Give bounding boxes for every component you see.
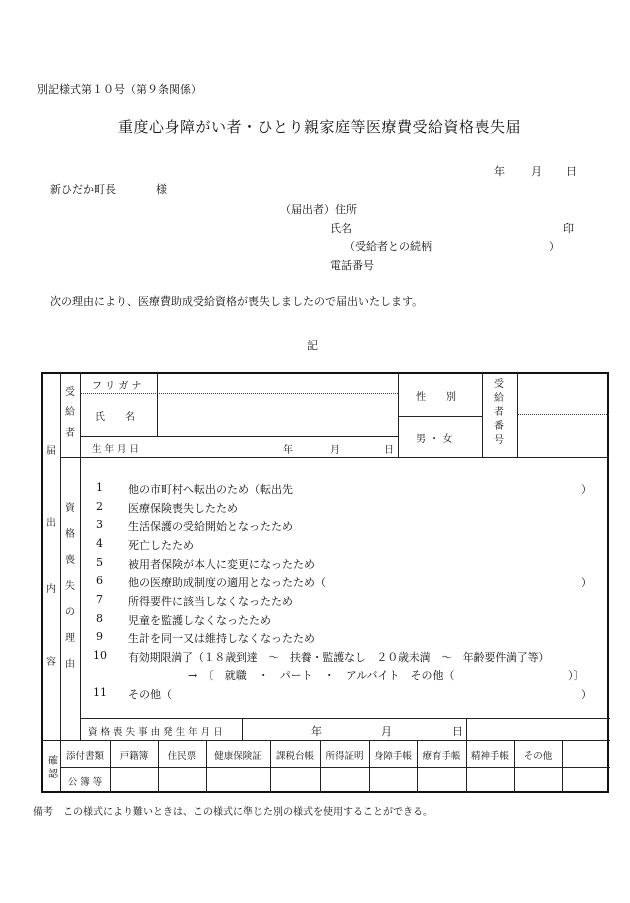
side-label-de: 出 (46, 518, 56, 529)
occurrence-year: 年 (311, 725, 322, 738)
attachment-other: その他 (523, 751, 553, 762)
side-label-todoke: 届 (46, 446, 56, 457)
attachment-disability-book: 身障手帳 (373, 751, 412, 762)
attachments-label: 添付書類 (65, 751, 104, 762)
attachment-insurance-card: 健康保険証 (214, 751, 262, 762)
form-number: 別記様式第１０号（第９条関係） (37, 83, 202, 96)
name-label: 氏 名 (95, 412, 135, 423)
reason-4-text: 死亡したため (128, 539, 194, 552)
attachment-koseki: 戸籍簿 (119, 751, 149, 762)
reason-8-num: 8 (96, 612, 103, 625)
applicant-name-label: 氏名 (330, 222, 352, 235)
reason-5-num: 5 (96, 556, 103, 569)
occurrence-day: 日 (452, 725, 463, 738)
reason-10-num: 10 (93, 649, 107, 662)
occurrence-date-label: 資 格 喪 失 事 由 発 生 年 月 日 (88, 727, 223, 738)
reason-6-close: ） (581, 576, 592, 589)
reason-10-text: 有効期限満了（１８歳到達 ～ 扶養・監護なし ２０歳未満 ～ 年齢要件満了等） (128, 651, 550, 664)
reason-2-num: 2 (96, 500, 103, 513)
recipient-office: 新ひだか町長 (50, 183, 116, 196)
reason-5-text: 被用者保険が本人に変更になったため (128, 558, 315, 571)
reason-2-text: 医療保険喪失したため (128, 502, 238, 515)
reason-8-text: 児童を監護しなくなったため (128, 614, 271, 627)
reason-11-close: ） (581, 688, 592, 701)
attachment-mental-book: 精神手帳 (470, 751, 509, 762)
attachment-income-cert: 所得証明 (325, 751, 364, 762)
occurrence-month: 月 (381, 725, 392, 738)
reason-10-sub-close: ）〕 (568, 669, 585, 682)
relation-label: （受給者との続柄 (344, 240, 432, 253)
footnote: 備考 この様式により難いときは、この様式に準じた別の様式を使用することができる。 (33, 807, 433, 818)
side-label-you: 容 (46, 657, 56, 668)
reason-9-num: 9 (96, 630, 103, 643)
reason-6-num: 6 (96, 574, 103, 587)
reason-1-num: 1 (96, 481, 103, 494)
seal-mark: 印 (563, 222, 574, 235)
recipient-honorific: 様 (156, 183, 167, 196)
reason-7-num: 7 (96, 593, 103, 606)
birth-day: 日 (384, 445, 394, 456)
reason-1-text: 他の市町村へ転出のため（転出先 (128, 483, 293, 496)
sex-options: 男 ・ 女 (416, 434, 453, 445)
attachment-juminhyo: 住民票 (167, 751, 197, 762)
side-label-nai: 内 (46, 584, 56, 595)
reason-3-num: 3 (96, 518, 103, 531)
attachment-tax-ledger: 課税台帳 (275, 751, 314, 762)
date-day: 日 (566, 165, 577, 178)
reason-11-text: その他（ (128, 688, 172, 701)
birth-year: 年 (283, 445, 293, 456)
date-month: 月 (531, 165, 542, 178)
form-title: 重度心身障がい者・ひとり親家庭等医療費受給資格喪失届 (118, 118, 522, 136)
reason-7-text: 所得要件に該当しなくなったため (128, 595, 293, 608)
reason-11-num: 11 (93, 686, 107, 699)
applicant-address-label: （届出者）住所 (280, 203, 357, 216)
reason-4-num: 4 (96, 537, 103, 550)
reason-3-text: 生活保護の受給開始となったため (128, 520, 293, 533)
date-year: 年 (494, 165, 505, 178)
intro-text: 次の理由により、医療費助成受給資格が喪失しましたので届出いたします。 (50, 295, 424, 308)
ki-mark: 記 (307, 339, 318, 352)
phone-label: 電話番号 (330, 259, 374, 272)
attachment-ryoiku-book: 療育手帳 (422, 751, 461, 762)
relation-close: ） (549, 240, 560, 253)
reason-1-close: ） (581, 483, 592, 496)
birth-month: 月 (330, 445, 340, 456)
reason-10-sub: → 〔 就職 ・ パート ・ アルバイト その他（ (188, 669, 455, 682)
sex-label: 性 別 (416, 392, 456, 403)
public-book-label: 公 簿 等 (67, 777, 103, 788)
reason-9-text: 生計を同一又は維持しなくなったため (128, 632, 315, 645)
furigana-label: フ リ ガ ナ (92, 381, 142, 392)
reason-6-text: 他の医療助成制度の適用となったため（ (128, 576, 326, 589)
birthdate-label: 生 年 月 日 (92, 444, 140, 455)
